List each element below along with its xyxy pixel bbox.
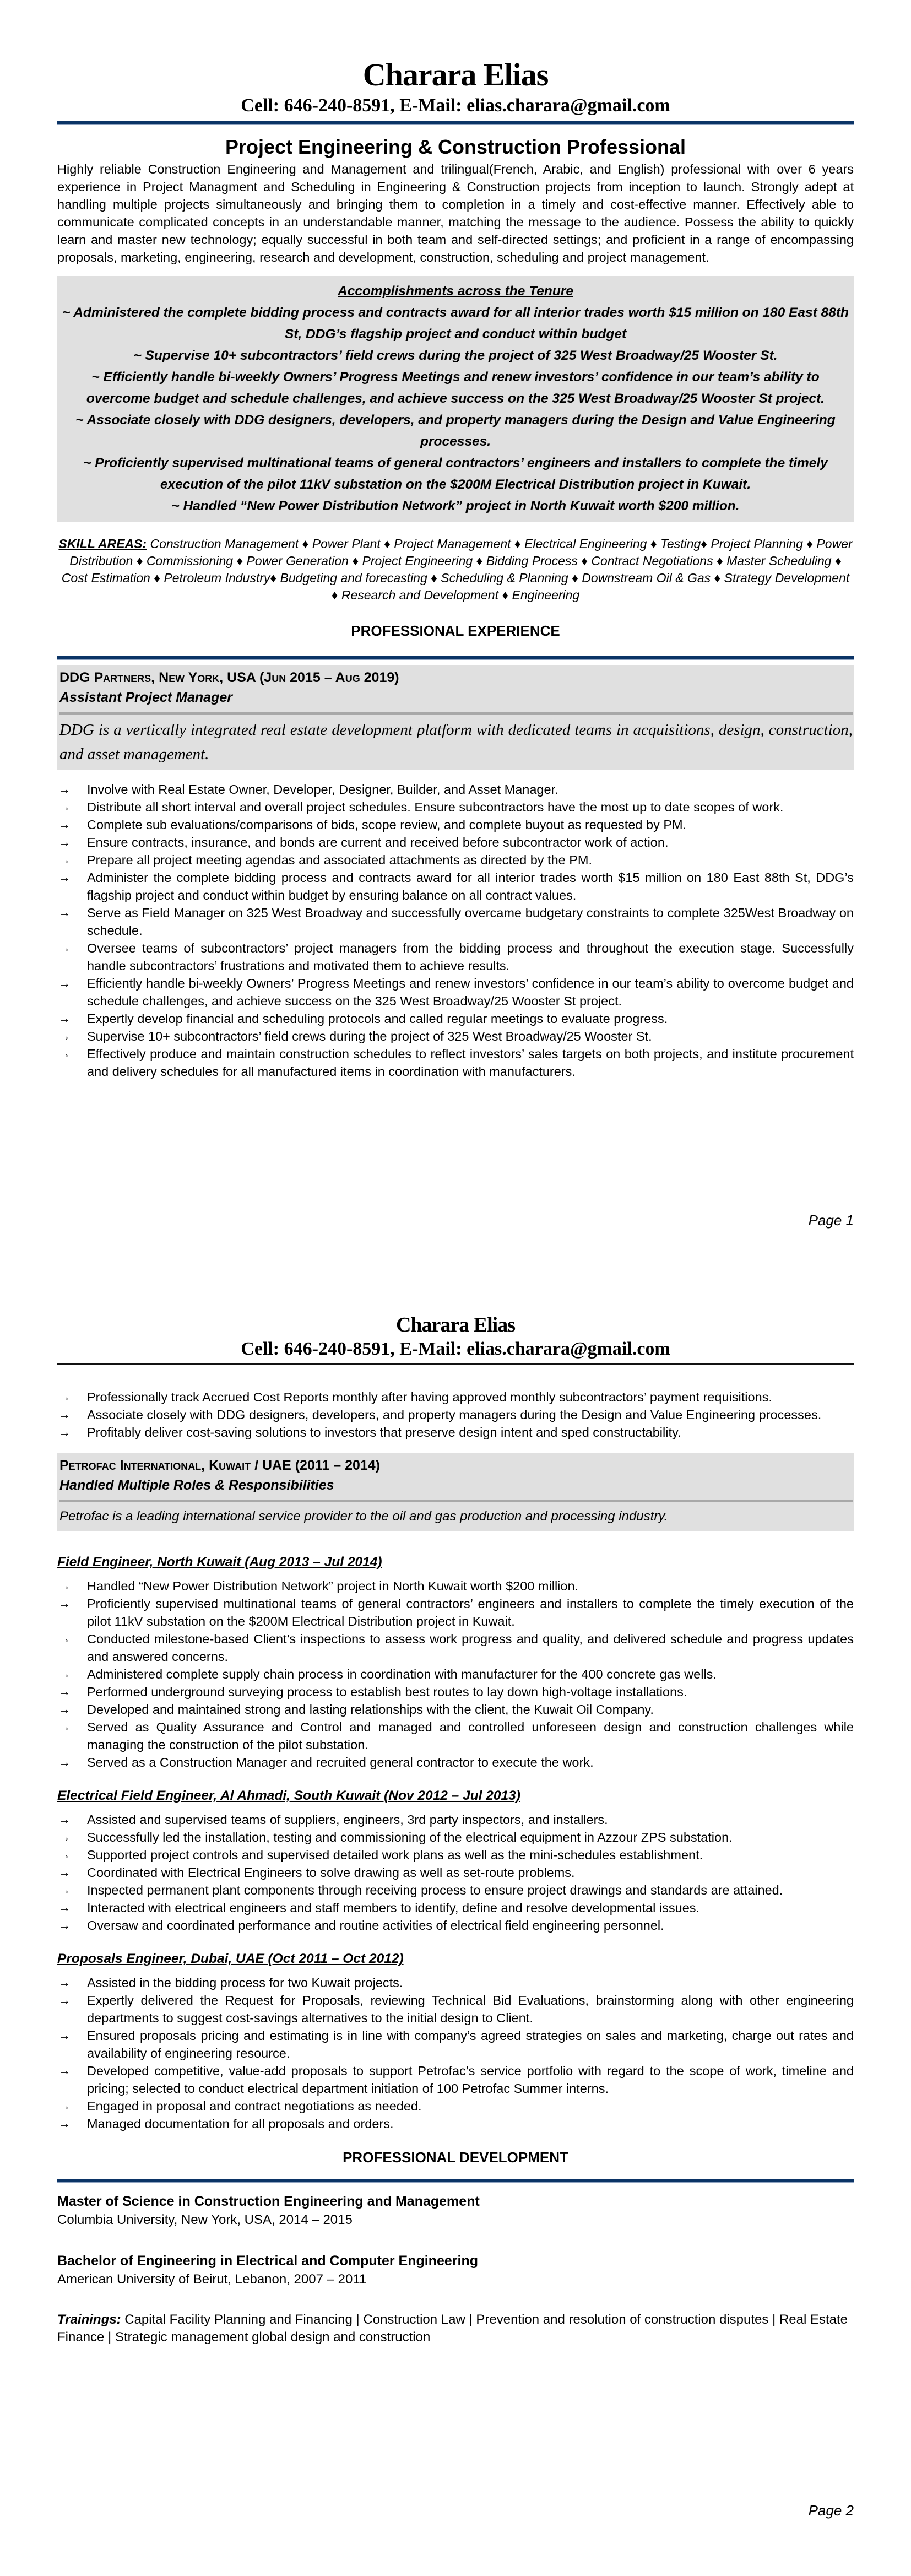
position-bullets <box>57 1577 854 1771</box>
bullet-item <box>57 2062 854 2097</box>
job-header-petrofac <box>57 1453 854 1531</box>
arrow-right-icon: → <box>58 2064 71 2078</box>
bullet-text: Oversee teams of subcontractors’ project managers from the bidding process and throughout the execution stage. Successfully handle subcontractors’ frustrations and motivated them to achieve results. <box>87 940 854 973</box>
accomplishment-item: ~ Proficiently supervised multinational teams of general contractors’ engineers and installers to complete the timely execution of the pilot 11kV substation on the $200M Electrical Distribution project in Kuwait. <box>83 455 828 492</box>
arrow-right-icon: → <box>58 1865 71 1880</box>
arrow-right-icon: → <box>58 1390 71 1404</box>
bullet-item <box>57 1388 854 1406</box>
arrow-right-icon: → <box>58 817 71 831</box>
bullet-text: Efficiently handle bi-weekly Owners’ Progress Meetings and renew investors’ confidence in our team’s ability to overcome budget and schedule challenges, and achieve success on the 325 West Broadway/25 Wooster St project. <box>87 976 854 1008</box>
degree-title: Master of Science in Construction Engineering and Management <box>57 2194 480 2210</box>
degree-title: Bachelor of Engineering in Electrical and Computer Engineering <box>57 2253 479 2269</box>
arrow-right-icon: → <box>58 1755 71 1769</box>
bullet-text: Engaged in proposal and contract negotiations as needed. <box>87 2099 422 2114</box>
bullet-item <box>57 816 854 834</box>
bullet-text: Ensure contracts, insurance, and bonds are current and received before subcontractor work of action. <box>87 835 669 849</box>
arrow-right-icon: → <box>58 1029 71 1043</box>
arrow-right-icon: → <box>58 1702 71 1717</box>
bullet-text: Oversaw and coordinated performance and routine activities of electrical field engineering personnel. <box>87 1918 664 1933</box>
arrow-right-icon: → <box>58 2099 71 2113</box>
bullet-item <box>57 975 854 1010</box>
arrow-right-icon: → <box>58 1883 71 1897</box>
bullet-item <box>57 869 854 904</box>
arrow-right-icon: → <box>58 905 71 919</box>
company-description: DDG is a vertically integrated real estate development platform with dedicated teams in acquisitions, design, construction, and asset management. <box>59 721 853 763</box>
bullet-text: Assisted in the bidding process for two Kuwait projects. <box>87 1976 403 1990</box>
experience-rule <box>57 656 854 660</box>
position-bullets <box>57 1811 854 1934</box>
bullet-item <box>57 1974 854 1991</box>
school-info: American University of Beirut, Lebanon, 2007 – 2011 <box>57 2272 367 2287</box>
bullet-text: Coordinated with Electrical Engineers to solve drawing as well as set-route problems. <box>87 1865 575 1880</box>
bullet-text: Handled “New Power Distribution Network” project in North Kuwait worth $200 million. <box>87 1579 579 1594</box>
petrofac-positions <box>57 1531 854 2133</box>
bullet-item <box>57 1595 854 1630</box>
bullet-text: Complete sub evaluations/comparisons of bids, scope review, and complete buyout as requested by PM. <box>87 817 687 832</box>
bullet-item <box>57 798 854 816</box>
arrow-right-icon: → <box>58 940 71 955</box>
bullet-item <box>57 834 854 851</box>
ddg-bullets-page2 <box>57 1388 854 1441</box>
bullet-item <box>57 1577 854 1595</box>
bullet-text: Supervise 10+ subcontractors’ field crews during the project of 325 West Broadway/25 Wooster St. <box>87 1029 652 1043</box>
bullet-text: Associate closely with DDG designers, developers, and property managers during the Design and Value Engineering processes. <box>87 1408 822 1422</box>
bullet-item <box>57 1424 854 1441</box>
arrow-right-icon: → <box>58 1632 71 1646</box>
job-divider <box>59 712 853 715</box>
bullet-text: Serve as Field Manager on 325 West Broadway and successfully overcame budgetary constraints to complete 325West Broadway on schedule. <box>87 905 854 938</box>
development-rule <box>57 2179 854 2183</box>
bullet-item <box>57 1630 854 1665</box>
bullet-item <box>57 1991 854 2027</box>
headline: Project Engineering & Construction Professional <box>225 136 686 159</box>
bullet-item <box>57 904 854 939</box>
arrow-right-icon: → <box>58 1901 71 1915</box>
candidate-name: Charara Elias <box>362 57 549 93</box>
bullet-text: Developed and maintained strong and lasting relationships with the client, the Kuwait Oil Company. <box>87 1702 654 1717</box>
bullet-text: Expertly develop financial and scheduling protocols and called regular meetings to evaluate progress. <box>87 1011 668 1026</box>
arrow-right-icon: → <box>58 852 71 867</box>
bullet-text: Conducted milestone-based Client’s inspections to assess work progress and quality, and delivered schedule and progress updates and answered concerns. <box>87 1632 854 1664</box>
trainings <box>57 2311 854 2346</box>
header-rule <box>57 121 854 125</box>
bullet-item <box>57 1027 854 1045</box>
bullet-item <box>57 1846 854 1864</box>
arrow-right-icon: → <box>58 1685 71 1699</box>
bullet-text: Proficiently supervised multinational teams of general contractors’ engineers and installers to complete the timely execution of the pilot 11kV substation on the $200M Electrical Distribution project in Kuwait. <box>87 1597 854 1629</box>
arrow-right-icon: → <box>58 1046 71 1060</box>
bullet-text: Profitably deliver cost-saving solutions to investors that preserve design intent and sped constructability. <box>87 1425 681 1440</box>
arrow-right-icon: → <box>58 782 71 796</box>
page-number: Page 2 <box>808 2502 854 2519</box>
bullet-text: Successfully led the installation, testing and commissioning of the electrical equipment in Azzour ZPS substation. <box>87 1830 733 1845</box>
arrow-right-icon: → <box>58 2117 71 2131</box>
bullet-text: Supported project controls and supervised detailed work plans as well as the mini-schedules establishment. <box>87 1848 703 1863</box>
bullet-item <box>57 1917 854 1934</box>
position-title: Proposals Engineer, Dubai, UAE (Oct 2011 – Oct 2012) <box>57 1951 404 1967</box>
page-1 <box>0 0 911 1284</box>
bullet-item <box>57 1899 854 1917</box>
accomplishment-item: ~ Supervise 10+ subcontractors’ field crews during the project of 325 West Broadway/25 Wooster St. <box>133 348 778 363</box>
education-entry <box>57 2252 854 2289</box>
bullet-item <box>57 939 854 975</box>
page-2 <box>0 1284 911 2576</box>
accomplishment-item: ~ Administered the complete bidding process and contracts award for all interior trades worth $15 million on 180 East 88th St, DDG’s flagship project and conduct within budget <box>62 305 849 342</box>
skill-areas-label: SKILL AREAS: <box>58 536 147 551</box>
candidate-name-repeat: Charara Elias <box>395 1313 516 1336</box>
arrow-right-icon: → <box>58 1812 71 1827</box>
bullet-text: Interacted with electrical engineers and staff members to identify, define and resolve developmental issues. <box>87 1901 700 1915</box>
arrow-right-icon: → <box>58 1011 71 1025</box>
bullet-item <box>57 2097 854 2115</box>
development-section-title: PROFESSIONAL DEVELOPMENT <box>343 2149 568 2166</box>
arrow-right-icon: → <box>58 870 71 884</box>
bullet-text: Developed competitive, value-add proposals to support Petrofac’s service portfolio with regard to the scope of work, timeline and pricing; selected to conduct electrical department initiation of 100 Petrofac Summer interns. <box>87 2064 854 2096</box>
accomplishments-box <box>57 276 854 522</box>
bullet-text: Performed underground surveying process to establish best routes to lay down high-voltage installations. <box>87 1685 687 1700</box>
bullet-item <box>57 1864 854 1881</box>
experience-section-title: PROFESSIONAL EXPERIENCE <box>351 622 560 639</box>
bullet-text: Involve with Real Estate Owner, Developer, Designer, Builder, and Asset Manager. <box>87 782 558 797</box>
arrow-right-icon: → <box>58 835 71 849</box>
job-role: Assistant Project Manager <box>59 689 232 705</box>
contact-line-repeat: Cell: 646-240-8591, E-Mail: elias.charara@gmail.com <box>241 1339 670 1359</box>
bullet-text: Served as a Construction Manager and recruited general contractor to execute the work. <box>87 1755 594 1770</box>
arrow-right-icon: → <box>58 1667 71 1681</box>
arrow-right-icon: → <box>58 1579 71 1593</box>
arrow-right-icon: → <box>58 1976 71 1990</box>
company-description: Petrofac is a leading international service provider to the oil and gas production and processing industry. <box>59 1509 668 1524</box>
page-number: Page 1 <box>808 1212 854 1229</box>
accomplishment-item: ~ Efficiently handle bi-weekly Owners’ Progress Meetings and renew investors’ confidence in our team’s ability to overcome budget and schedule challenges, and achieve success on the 325 West Broadway/25 Wooster St project. <box>86 369 825 406</box>
bullet-text: Managed documentation for all proposals and orders. <box>87 2117 394 2131</box>
bullet-text: Expertly delivered the Request for Proposals, reviewing Technical Bid Evaluations, brainstorming along with other engineering departments to suggest cost-savings alternatives to the initial design to Client. <box>87 1993 854 2026</box>
company-name: DDG Partners, New York, USA (Jun 2015 – Aug 2019) <box>59 669 399 685</box>
arrow-right-icon: → <box>58 976 71 990</box>
bullet-item <box>57 851 854 869</box>
bullet-text: Prepare all project meeting agendas and associated attachments as directed by the PM. <box>87 852 593 867</box>
bullet-item <box>57 1683 854 1701</box>
skill-areas <box>57 535 854 604</box>
job-divider <box>59 1500 853 1502</box>
trainings-label: Trainings: <box>57 2312 121 2328</box>
education-entry <box>57 2192 854 2229</box>
arrow-right-icon: → <box>58 1918 71 1933</box>
bullet-item <box>57 1828 854 1846</box>
skill-areas-list: Construction Management ♦ Power Plant ♦ Project Management ♦ Electrical Engineering ♦ Testing♦ Project Planning ♦ Power Distribution ♦ Commissioning ♦ Power Generation ♦ Project Engineering ♦ Bidding Process ♦ Contract Negotiations ♦ Master Scheduling ♦ Cost Estimation ♦ Petroleum Industry♦ Budgeting and forecasting ♦ Scheduling & Planning ♦ Downstream Oil & Gas ♦ Strategy Development ♦ Research and Development ♦ Engineering <box>61 536 853 602</box>
bullet-text: Ensured proposals pricing and estimating is in line with company’s agreed strategies on sales and marketing, charge out rates and availability of engineering resource. <box>87 2028 854 2061</box>
accomplishments-title: Accomplishments across the Tenure <box>338 283 573 299</box>
bullet-item <box>57 1754 854 1771</box>
arrow-right-icon: → <box>58 1830 71 1844</box>
bullet-item <box>57 2027 854 2062</box>
bullet-item <box>57 1406 854 1424</box>
arrow-right-icon: → <box>58 1993 71 2007</box>
arrow-right-icon: → <box>58 1848 71 1862</box>
arrow-right-icon: → <box>58 1720 71 1734</box>
bullet-text: Served as Quality Assurance and Control and managed and controlled unforeseen design and construction challenges while managing the construction of the pilot substation. <box>87 1720 854 1752</box>
position-bullets <box>57 1974 854 2133</box>
accomplishment-item: ~ Associate closely with DDG designers, developers, and property managers during the Design and Value Engineering processes. <box>75 412 836 449</box>
ddg-bullets-page1 <box>57 781 854 1080</box>
bullet-text: Administered complete supply chain process in coordination with manufacturer for the 400 concrete gas wells. <box>87 1667 717 1682</box>
bullet-text: Professionally track Accrued Cost Reports monthly after having approved monthly subcontractors’ payment requisitions. <box>87 1390 772 1405</box>
position-title: Electrical Field Engineer, Al Ahmadi, South Kuwait (Nov 2012 – Jul 2013) <box>57 1788 520 1804</box>
arrow-right-icon: → <box>58 799 71 814</box>
arrow-right-icon: → <box>58 1408 71 1422</box>
bullet-item <box>57 1045 854 1080</box>
bullet-text: Inspected permanent plant components through receiving process to ensure project drawings and standards are attained. <box>87 1883 783 1898</box>
job-role: Handled Multiple Roles & Responsibilities <box>59 1478 334 1493</box>
bullet-item <box>57 1881 854 1899</box>
arrow-right-icon: → <box>58 1597 71 1611</box>
arrow-right-icon: → <box>58 1425 71 1439</box>
bullet-item <box>57 1701 854 1718</box>
position-title: Field Engineer, North Kuwait (Aug 2013 – Jul 2014) <box>57 1555 382 1570</box>
bullet-text: Assisted and supervised teams of suppliers, engineers, 3rd party inspectors, and installers. <box>87 1812 608 1827</box>
contact-line: Cell: 646-240-8591, E-Mail: elias.charara@gmail.com <box>241 95 670 116</box>
bullet-text: Administer the complete bidding process and contracts award for all interior trades worth $15 million on 180 East 88th St, DDG’s flagship project and conduct within budget by ensuring balance on all contract values. <box>87 870 854 902</box>
accomplishment-item: ~ Handled “New Power Distribution Network” project in North Kuwait worth $200 million. <box>171 498 740 513</box>
professional-summary: Highly reliable Construction Engineering and Management and trilingual(French, Arabic, and English) professional with over 6 years experience in Project Managment and Scheduling in Engineering & Construction projects from inception to launch. Strongly adept at handling multiple projects simultaneously and bringing them to completion in a timely and cost-effective manner. Effectively able to communicate complicated concepts in an understandable manner, matching the message to the audience. Possess the ability to quickly learn and master new technology; equally successful in both team and self-directed settings; and proficient in a range of encompassing proposals, marketing, engineering, research and development, construction, scheduling and project management. <box>57 161 854 264</box>
bullet-item <box>57 1718 854 1754</box>
school-info: Columbia University, New York, USA, 2014 – 2015 <box>57 2212 353 2228</box>
bullet-item <box>57 781 854 798</box>
company-name: Petrofac International, Kuwait / UAE (2011 – 2014) <box>59 1458 381 1474</box>
trainings-list: Capital Facility Planning and Financing | Construction Law | Prevention and resolution of construction disputes | Real Estate Finance | Strategic management global design and construction <box>57 2312 848 2345</box>
bullet-item <box>57 1665 854 1683</box>
job-header-ddg <box>57 665 854 770</box>
bullet-item <box>57 2115 854 2133</box>
bullet-text: Distribute all short interval and overall project schedules. Ensure subcontractors have the most up to date scopes of work. <box>87 799 784 814</box>
bullet-item <box>57 1811 854 1828</box>
arrow-right-icon: → <box>58 2028 71 2043</box>
bullet-item <box>57 1010 854 1027</box>
bullet-text: Effectively produce and maintain construction schedules to reflect investors’ sales targets on both projects, and institute procurement and delivery schedules for all manufactured items in coordination with manufacturers. <box>87 1046 854 1079</box>
